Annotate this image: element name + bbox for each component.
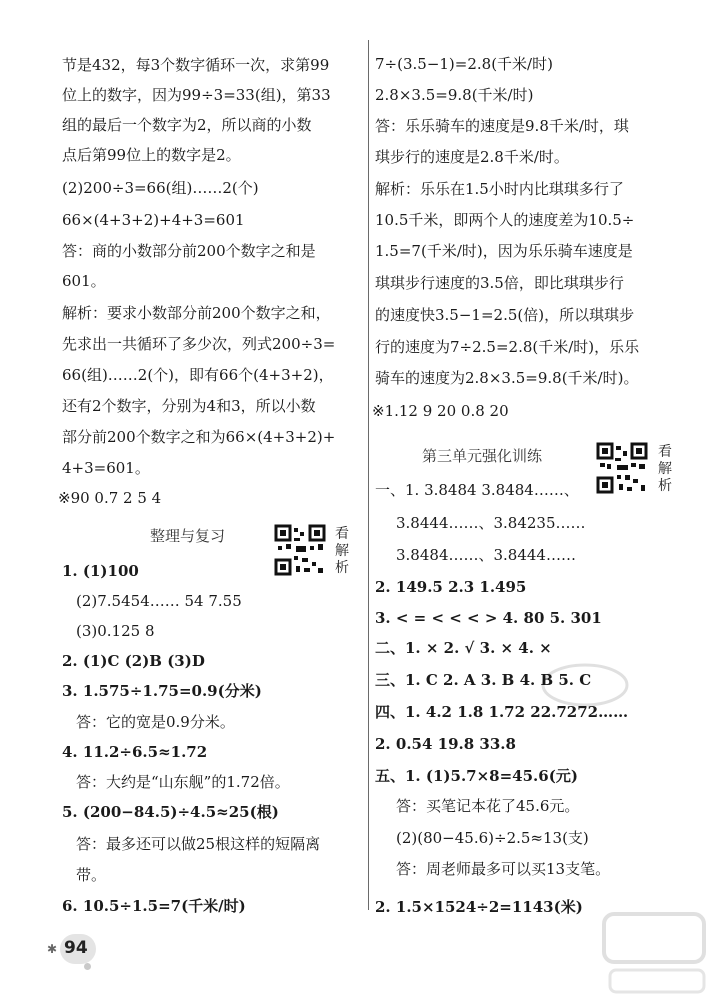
answer-line: (2)7.5454…… 54 7.55: [76, 592, 242, 610]
text-line: 琪琪步行速度的3.5倍，即比琪琪步行: [375, 274, 624, 292]
answer-line: 3.8444……、3.84235……: [396, 514, 586, 532]
text-line: 66×(4+3+2)+4+3=601: [62, 211, 245, 229]
qr-side-label: 看解析: [658, 444, 672, 494]
qr-side-label: 看解析: [335, 526, 349, 576]
answer-line: (3)0.125 8: [76, 622, 155, 640]
answer-line: 答：买笔记本花了45.6元。: [396, 797, 580, 815]
answer-line: 6. 10.5÷1.5=7(千米/时): [62, 897, 246, 915]
answer-line: 3. < = < < < > 4. 80 5. 301: [375, 609, 602, 627]
star-icon: ✱: [47, 942, 58, 956]
answer-line: 三、1. C 2. A 3. B 4. B 5. C: [375, 671, 592, 689]
section-title: 整理与复习: [150, 527, 226, 545]
answer-line: 2. 1.5×1524÷2=1143(米): [375, 898, 583, 916]
answer-line: 五、1. (1)5.7×8=45.6(元): [375, 767, 578, 785]
text-line: 位上的数字，因为99÷3=33(组)，第33: [62, 86, 331, 104]
decorative-dot: [84, 963, 91, 970]
answer-line: 1. (1)100: [62, 562, 139, 580]
analysis-line: 解析：要求小数部分前200个数字之和，: [62, 304, 331, 322]
answer-line: 一、1. 3.8484 3.8484……、: [375, 481, 579, 499]
answer-line: 2. (1)C (2)B (3)D: [62, 652, 205, 670]
text-line: 点后第99位上的数字是2。: [62, 146, 241, 164]
analysis-line: 解析：乐乐在1.5小时内比琪琪多行了: [375, 180, 624, 198]
text-line: 1.5=7(千米/时)，因为乐乐骑车速度是: [375, 242, 633, 260]
text-line: 7÷(3.5−1)=2.8(千米/时): [375, 55, 553, 73]
answer-line: 4. 11.2÷6.5≈1.72: [62, 743, 208, 761]
text-line: 10.5千米，即两个人的速度差为10.5÷: [375, 211, 635, 229]
answer-line: 3.8484……、3.8444……: [396, 546, 576, 564]
answer-line: 答：周老师最多可以买13支笔。: [396, 860, 611, 878]
qr-code-icon[interactable]: [596, 442, 648, 494]
answer-line: 四、1. 4.2 1.8 1.72 22.7272……: [375, 703, 629, 721]
qr-code-icon[interactable]: [274, 524, 326, 576]
text-line: 节是432，每3个数字循环一次，求第99: [62, 56, 330, 74]
column-divider: [368, 40, 369, 910]
text-line: 66(组)……2(个)，即有66个(4+3+2)，: [62, 366, 334, 384]
answer-line: 答：它的宽是0.9分米。: [76, 713, 235, 731]
text-line: 组的最后一个数字为2，所以商的小数: [62, 116, 312, 134]
text-line: 的速度快3.5−1=2.5(倍)，所以琪琪步: [375, 306, 635, 324]
star-answer-line: ※90 0.7 2 5 4: [58, 489, 162, 507]
text-line: 行的速度为7÷2.5=2.8(千米/时)，乐乐: [375, 338, 640, 356]
watermark-stamp-icon: [540, 662, 630, 708]
text-line: 先求出一共循环了多少次，列式200÷3=: [62, 335, 336, 353]
text-line: 4+3=601。: [62, 459, 150, 477]
answer-line: 2. 149.5 2.3 1.495: [375, 578, 527, 596]
star-answer-line: ※1.12 9 20 0.8 20: [372, 402, 509, 420]
watermark-logo-icon: [600, 908, 710, 998]
answer-line: 2. 0.54 19.8 33.8: [375, 735, 516, 753]
answer-line: 答：最多还可以做25根这样的短隔离: [76, 835, 321, 853]
text-line: 部分前200个数字之和为66×(4+3+2)+: [62, 428, 336, 446]
answer-line: 带。: [76, 866, 107, 884]
text-line: 琪步行的速度是2.8千米/时。: [375, 148, 569, 166]
text-line: (2)200÷3=66(组)……2(个): [62, 179, 259, 197]
answer-line: 二、1. × 2. √ 3. × 4. ×: [375, 639, 552, 657]
text-line: 2.8×3.5=9.8(千米/时): [375, 86, 534, 104]
section-title: 第三单元强化训练: [422, 447, 543, 465]
answer-line: 3. 1.575÷1.75=0.9(分米): [62, 682, 262, 700]
answer-line: 5. (200−84.5)÷4.5≈25(根): [62, 803, 279, 821]
text-line: 答：乐乐骑车的速度是9.8千米/时，琪: [375, 117, 629, 135]
text-line: 答：商的小数部分前200个数字之和是: [62, 242, 316, 260]
page-number: 94: [64, 938, 88, 958]
text-line: 骑车的速度为2.8×3.5=9.8(千米/时)。: [375, 369, 639, 387]
answer-line: (2)(80−45.6)÷2.5≈13(支): [396, 829, 589, 847]
answer-line: 答：大约是“山东舰”的1.72倍。: [76, 773, 290, 791]
text-line: 还有2个数字，分别为4和3，所以小数: [62, 397, 316, 415]
text-line: 601。: [62, 272, 106, 290]
